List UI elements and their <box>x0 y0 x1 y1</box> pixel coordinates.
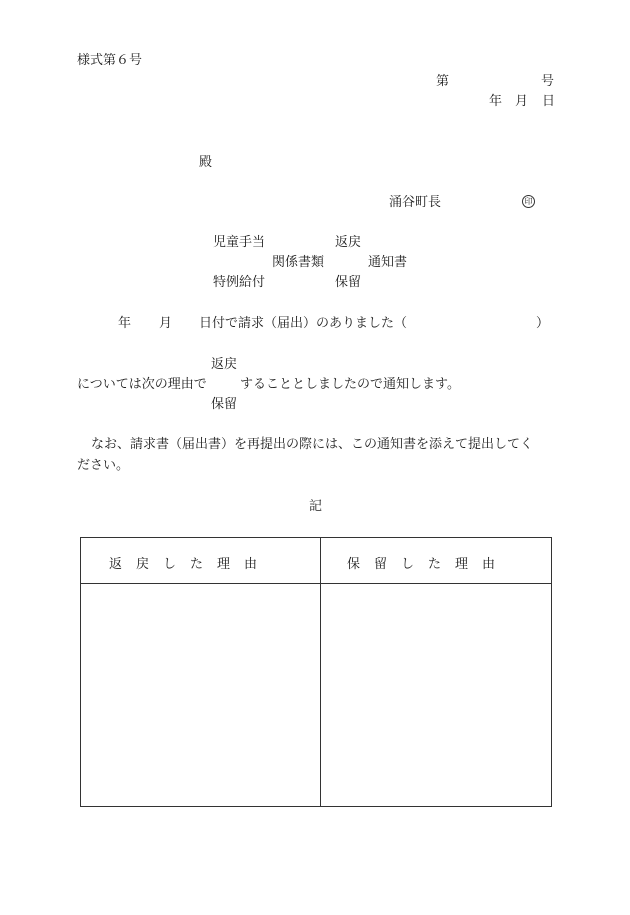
request-close: ） <box>536 316 550 331</box>
form-number: 様式第６号 <box>77 53 143 68</box>
request-text: 日付で請求（届出）のありました（ <box>199 316 408 331</box>
note-line-2: ださい。 <box>77 458 130 473</box>
request-month: 月 <box>159 316 173 331</box>
option-child-allowance: 児童手当 <box>213 235 266 250</box>
reason-option-return: 返戻 <box>211 357 238 372</box>
table-header-hold-reason: 保留した理由 <box>347 557 510 572</box>
date-month: 月 <box>515 94 529 109</box>
date-year: 年 <box>489 94 503 109</box>
reason-option-hold: 保留 <box>211 397 238 412</box>
reasons-table <box>80 537 552 807</box>
table-header-rule <box>81 583 551 584</box>
request-year: 年 <box>118 316 132 331</box>
doc-number-suffix: 号 <box>541 74 555 89</box>
option-return: 返戻 <box>335 235 362 250</box>
issuer: 涌谷町長 <box>389 195 442 210</box>
option-hold: 保留 <box>335 275 362 290</box>
table-divider <box>320 538 321 806</box>
reason-line-rest: することとしましたので通知します。 <box>240 377 460 392</box>
note-line-1: なお、請求書（届出書）を再提出の際には、この通知書を添えて提出してく <box>91 437 534 452</box>
ki-heading: 記 <box>309 499 323 514</box>
addressee-suffix: 殿 <box>199 155 213 170</box>
option-special-benefit: 特例給付 <box>213 275 266 290</box>
option-related-docs: 関係書類 <box>272 255 325 270</box>
date-day: 日 <box>542 94 556 109</box>
seal-mark: 印 <box>522 195 535 208</box>
doc-number-prefix: 第 <box>436 74 450 89</box>
table-header-return-reason: 返戻した理由 <box>109 557 272 572</box>
reason-line: については次の理由で <box>77 377 207 392</box>
option-notice: 通知書 <box>368 255 408 270</box>
